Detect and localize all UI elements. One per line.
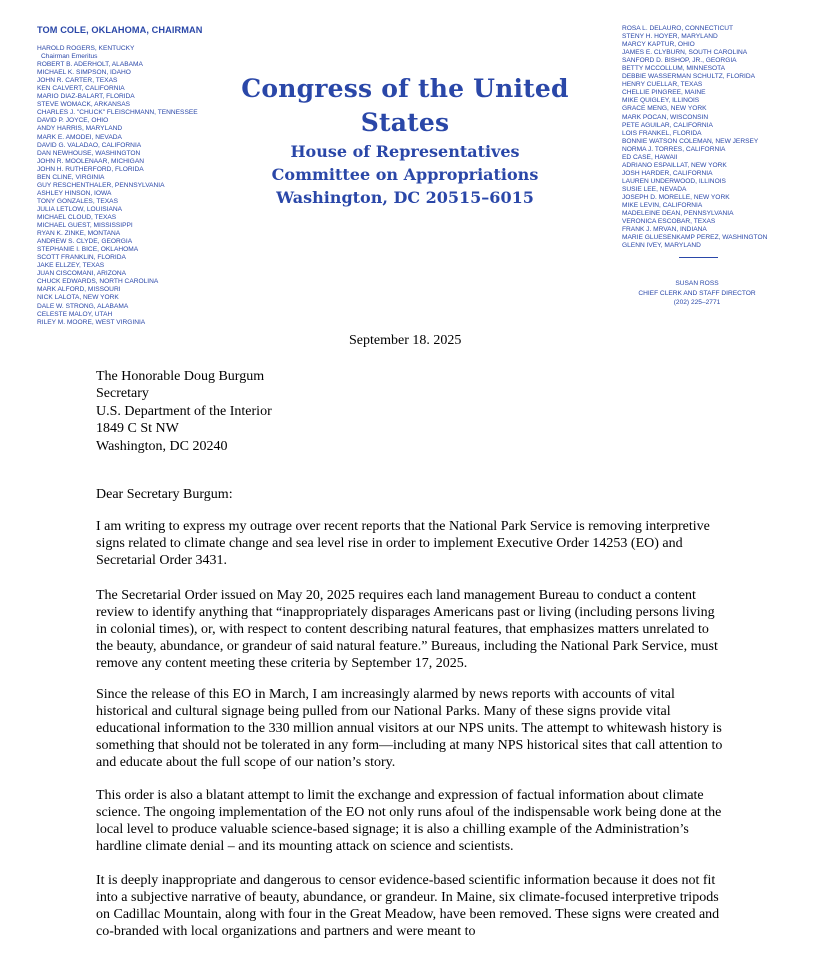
masthead-committee: Committee on Appropriations (271, 165, 539, 184)
minority-member: CHELLIE PINGREE, MAINE (622, 89, 706, 97)
clerk-divider (679, 257, 718, 258)
majority-member: TONY GONZALES, TEXAS (37, 197, 118, 205)
majority-member: RILEY M. MOORE, WEST VIRGINIA (37, 318, 146, 326)
majority-member: JOHN R. MOOLENAAR, MICHIGAN (37, 157, 144, 165)
minority-member: STENY H. HOYER, MARYLAND (622, 33, 718, 41)
address-line: Secretary (96, 386, 149, 402)
minority-member: SANFORD D. BISHOP, JR., GEORGIA (622, 57, 737, 65)
chairman-emeritus-label: Chairman Emeritus (41, 53, 98, 61)
minority-member: FRANK J. MRVAN, INDIANA (622, 226, 707, 234)
minority-member: MARK POCAN, WISCONSIN (622, 113, 709, 121)
majority-member: MARK E. AMODEI, NEVADA (37, 133, 122, 141)
minority-member: VERONICA ESCOBAR, TEXAS (622, 218, 716, 226)
majority-member: SCOTT FRANKLIN, FLORIDA (37, 254, 126, 262)
minority-member: MIKE LEVIN, CALIFORNIA (622, 202, 703, 210)
minority-member: MADELEINE DEAN, PENNSYLVANIA (622, 210, 734, 218)
masthead-house: House of Representatives (290, 142, 520, 161)
minority-member: BONNIE WATSON COLEMAN, NEW JERSEY (622, 137, 759, 145)
minority-member: MARCY KAPTUR, OHIO (622, 41, 695, 49)
minority-member: GRACE MENG, NEW YORK (622, 105, 707, 113)
minority-member: NORMA J. TORRES, CALIFORNIA (622, 145, 726, 153)
majority-member: MICHAEL GUEST, MISSISSIPPI (37, 222, 133, 230)
body-paragraph: The Secretarial Order issued on May 20, 2025 requires each land management Bureau to conduct a content review to identify anything that “inappropriately disparages Americans past or living (including persons living in colonial times), or, with respect to content describing natural features, that emphasizes matters unrelated to the beauty, abundance, or grandeur of said natural feature.” Bureaus, including the National Park Service, must remove any content meeting these criteria by September 17, 2025. (96, 588, 718, 671)
minority-member: ROSA L. DELAURO, CONNECTICUT (622, 25, 734, 32)
minority-member: MIKE QUIGLEY, ILLINOIS (622, 97, 700, 105)
majority-member: ROBERT B. ADERHOLT, ALABAMA (37, 61, 143, 69)
majority-member: ANDREW S. CLYDE, GEORGIA (37, 238, 133, 246)
majority-member: STEVE WOMACK, ARKANSAS (37, 101, 131, 109)
majority-member-list (37, 45, 227, 327)
clerk-name: SUSAN ROSS (675, 280, 719, 287)
majority-member: DAVID P. JOYCE, OHIO (37, 117, 109, 125)
majority-member: MICHAEL CLOUD, TEXAS (37, 213, 117, 221)
clerk-phone: (202) 225–2771 (673, 299, 721, 306)
majority-member: RYAN K. ZINKE, MONTANA (37, 230, 121, 238)
minority-member: HENRY CUELLAR, TEXAS (622, 81, 703, 89)
minority-member: SUSIE LEE, NEVADA (622, 185, 687, 193)
address-line: U.S. Department of the Interior (96, 403, 272, 419)
majority-member: NICK LALOTA, NEW YORK (37, 294, 119, 302)
address-line: 1849 C St NW (96, 421, 179, 437)
majority-member: DAN NEWHOUSE, WASHINGTON (37, 149, 141, 157)
minority-member: LAUREN UNDERWOOD, ILLINOIS (622, 177, 726, 185)
minority-member: LOIS FRANKEL, FLORIDA (622, 129, 702, 137)
majority-member: KEN CALVERT, CALIFORNIA (37, 85, 125, 93)
majority-member: DAVID G. VALADAO, CALIFORNIA (37, 141, 142, 149)
majority-member: BEN CLINE, VIRGINIA (37, 173, 105, 181)
body-paragraph: Since the release of this EO in March, I am increasingly alarmed by news reports with accounts of vital historical and cultural signage being pulled from our National Parks. Many of these signs provide vital educational information to the 330 million annual visitors at our NPS units. The attempt to whitewash history is something that should not be tolerated in any form—including at many NPS historical sites that call attention to and educate about the full scope of our nation’s story. (96, 687, 723, 770)
minority-member: PETE AGUILAR, CALIFORNIA (622, 121, 713, 129)
minority-member: ADRIANO ESPAILLAT, NEW YORK (622, 161, 727, 169)
salutation: Dear Secretary Burgum: (96, 487, 233, 502)
masthead (200, 72, 610, 209)
clerk-title: CHIEF CLERK AND STAFF DIRECTOR (638, 289, 756, 297)
majority-member: STEPHANIE I. BICE, OKLAHOMA (37, 246, 139, 254)
letter-date: September 18. 2025 (349, 333, 462, 348)
majority-member: JOHN H. RUTHERFORD, FLORIDA (37, 165, 144, 173)
majority-member: JAKE ELLZEY, TEXAS (37, 262, 105, 270)
majority-member: ASHLEY HINSON, IOWA (37, 189, 112, 197)
masthead-address: Washington, DC 20515–6015 (276, 188, 534, 207)
majority-member: GUY RESCHENTHALER, PENNSYLVANIA (37, 181, 165, 189)
majority-member: JUAN CISCOMANI, ARIZONA (37, 270, 127, 278)
recipient-address (96, 368, 272, 455)
majority-member: DALE W. STRONG, ALABAMA (37, 302, 129, 310)
address-line: Washington, DC 20240 (96, 438, 228, 454)
minority-member: JAMES E. CLYBURN, SOUTH CAROLINA (622, 49, 748, 57)
minority-member: MARIE GLUESENKAMP PEREZ, WASHINGTON (622, 234, 768, 242)
majority-member: HAROLD ROGERS, KENTUCKY (37, 45, 135, 52)
body-paragraph: This order is also a blatant attempt to limit the exchange and expression of factual information about climate science. The ongoing implementation of the EO not only runs afoul of the indispensable work being done at the local level to produce valuable science-based signage; it is also a chilling example of the Administration’s hardline climate denial – and its mounting attack on science and scientists. (96, 788, 722, 854)
minority-member: BETTY MCCOLLUM, MINNESOTA (622, 65, 726, 73)
majority-member: MICHAEL K. SIMPSON, IDAHO (37, 69, 131, 77)
masthead-congress: Congress of the United States (241, 74, 569, 137)
majority-member: MARIO DIAZ-BALART, FLORIDA (37, 93, 135, 101)
majority-member: JULIA LETLOW, LOUISIANA (37, 205, 123, 213)
chairman-name: TOM COLE, OKLAHOMA, CHAIRMAN (37, 25, 203, 35)
majority-member: MARK ALFORD, MISSOURI (37, 286, 121, 294)
majority-member: CHUCK EDWARDS, NORTH CAROLINA (37, 278, 159, 286)
majority-member: JOHN R. CARTER, TEXAS (37, 77, 118, 85)
minority-member: JOSEPH D. MORELLE, NEW YORK (622, 193, 730, 201)
minority-member: ED CASE, HAWAII (622, 153, 678, 161)
body-paragraph: I am writing to express my outrage over recent reports that the National Park Service is removing interpretive signs related to climate change and sea level rise in order to implement Executive Order 14253 (EO) and Secretarial Order 3431. (96, 519, 710, 568)
majority-member: CELESTE MALOY, UTAH (37, 310, 113, 318)
majority-member: ANDY HARRIS, MARYLAND (37, 125, 123, 133)
minority-member: DEBBIE WASSERMAN SCHULTZ, FLORIDA (622, 73, 755, 81)
minority-member: GLENN IVEY, MARYLAND (622, 242, 701, 250)
address-line: The Honorable Doug Burgum (96, 369, 265, 384)
minority-member: JOSH HARDER, CALIFORNIA (622, 169, 713, 177)
body-paragraph: It is deeply inappropriate and dangerous to censor evidence-based scientific information because it does not fit into a subjective narrative of beauty, abundance, or grandeur. In Maine, six climate-focused interpretive tripods on Cadillac Mountain, along with four in the Great Meadow, have been removed. These signs were created and co-branded with local organizations and partners and were meant to (96, 873, 720, 939)
clerk-block (622, 279, 772, 308)
minority-member-list (622, 25, 812, 250)
majority-member: CHARLES J. "CHUCK" FLEISCHMANN, TENNESSEE (37, 109, 198, 117)
